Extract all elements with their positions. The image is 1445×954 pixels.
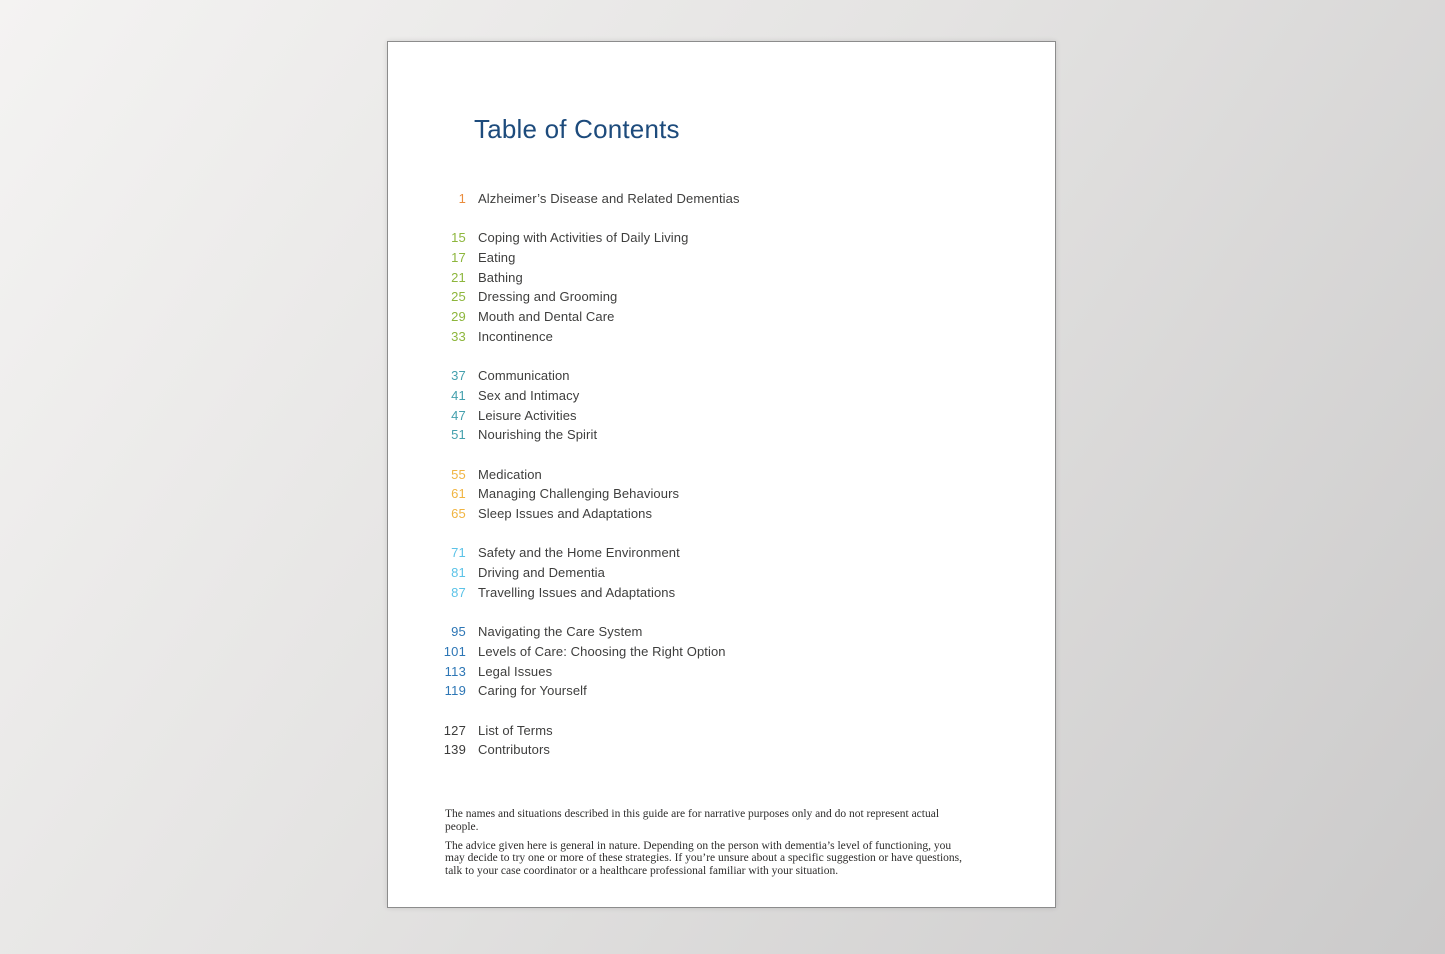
footnote-advice: The advice given here is general in nature. Depending on the person with dementia’s level of functioning, you may decide to try one or more of these strategies. If you’re unsure about a specific suggestion or have questions, talk to your case coordinator or a healthcare professional familiar with your situation. bbox=[445, 839, 963, 877]
toc-entry[interactable] bbox=[388, 504, 1055, 524]
toc-entry-label: Driving and Dementia bbox=[478, 565, 606, 581]
toc-entry-page-number: 81 bbox=[451, 565, 466, 581]
toc-entry-page-number: 1 bbox=[458, 191, 466, 206]
toc-entry-label: Sex and Intimacy bbox=[478, 387, 580, 403]
toc-entry-page-number: 33 bbox=[451, 328, 466, 344]
toc-entry[interactable] bbox=[388, 681, 1055, 701]
toc-entry[interactable] bbox=[388, 406, 1055, 426]
toc-entry-label: Mouth and Dental Care bbox=[478, 309, 615, 325]
toc-entry[interactable] bbox=[388, 228, 1055, 248]
toc-group bbox=[388, 228, 1055, 346]
toc-entry-page-number: 17 bbox=[451, 250, 466, 266]
toc-entry[interactable] bbox=[388, 425, 1055, 445]
toc-entry-label: List of Terms bbox=[478, 722, 553, 738]
toc-group bbox=[388, 465, 1055, 524]
toc-entry[interactable] bbox=[388, 543, 1055, 563]
toc-entry-page-number: 71 bbox=[451, 545, 466, 561]
toc-group bbox=[388, 366, 1055, 445]
toc-entry[interactable] bbox=[388, 484, 1055, 504]
toc-entry-label: Dressing and Grooming bbox=[478, 289, 618, 305]
toc-entry-label: Incontinence bbox=[478, 328, 553, 344]
toc-group bbox=[388, 189, 1055, 209]
toc-entry-label: Sleep Issues and Adaptations bbox=[478, 506, 653, 521]
toc-entry-label: Navigating the Care System bbox=[478, 624, 643, 640]
footnote-narrative: The names and situations described in this guide are for narrative purposes only and do not represent actual people. bbox=[445, 808, 940, 833]
toc-entry-label: Bathing bbox=[478, 269, 523, 285]
toc-entry-label: Managing Challenging Behaviours bbox=[478, 486, 680, 502]
toc-entry-page-number: 95 bbox=[451, 624, 466, 640]
toc-entry[interactable] bbox=[388, 465, 1055, 485]
toc-entry[interactable] bbox=[388, 662, 1055, 682]
toc-entry-label: Coping with Activities of Daily Living bbox=[478, 230, 689, 246]
toc-group bbox=[388, 721, 1055, 760]
toc-entry[interactable] bbox=[388, 268, 1055, 288]
toc-group bbox=[388, 622, 1055, 701]
toc-entry-page-number: 61 bbox=[451, 486, 466, 502]
page-title: Table of Contents bbox=[474, 114, 680, 144]
toc-entry-label: Alzheimer’s Disease and Related Dementias bbox=[478, 191, 740, 206]
toc-entry-label: Eating bbox=[478, 250, 516, 266]
toc-entry-label: Nourishing the Spirit bbox=[478, 427, 598, 443]
toc-entry-page-number: 25 bbox=[451, 289, 466, 305]
toc-entry-page-number: 15 bbox=[451, 230, 466, 246]
toc-entry-page-number: 51 bbox=[451, 427, 466, 443]
toc-entry-page-number: 29 bbox=[451, 309, 466, 325]
toc-entry-page-number: 101 bbox=[443, 643, 466, 659]
toc-entry[interactable] bbox=[388, 189, 1055, 209]
toc-entry-page-number: 139 bbox=[443, 742, 466, 758]
toc-group bbox=[388, 543, 1055, 602]
footnotes bbox=[445, 808, 973, 884]
toc-entry-page-number: 21 bbox=[451, 269, 466, 285]
toc-entry-label: Legal Issues bbox=[478, 663, 553, 679]
table-of-contents bbox=[388, 189, 1055, 780]
toc-entry-label: Caring for Yourself bbox=[478, 683, 587, 699]
toc-entry-label: Communication bbox=[478, 368, 570, 384]
toc-entry-page-number: 41 bbox=[451, 387, 466, 403]
toc-entry[interactable] bbox=[388, 366, 1055, 386]
toc-entry-page-number: 87 bbox=[451, 584, 466, 600]
toc-entry-page-number: 127 bbox=[443, 722, 466, 738]
toc-entry[interactable] bbox=[388, 327, 1055, 347]
toc-entry[interactable] bbox=[388, 740, 1055, 760]
toc-entry-label: Safety and the Home Environment bbox=[478, 545, 680, 561]
toc-entry[interactable] bbox=[388, 642, 1055, 662]
document-page bbox=[387, 41, 1056, 908]
toc-entry-page-number: 55 bbox=[451, 466, 466, 482]
toc-entry-page-number: 65 bbox=[451, 506, 466, 521]
toc-entry-label: Leisure Activities bbox=[478, 407, 577, 423]
toc-entry[interactable] bbox=[388, 622, 1055, 642]
toc-entry[interactable] bbox=[388, 563, 1055, 583]
toc-entry-page-number: 119 bbox=[444, 683, 466, 699]
toc-entry-page-number: 47 bbox=[451, 407, 466, 423]
toc-entry[interactable] bbox=[388, 287, 1055, 307]
toc-entry-page-number: 37 bbox=[451, 368, 466, 384]
toc-entry[interactable] bbox=[388, 583, 1055, 603]
toc-entry-label: Medication bbox=[478, 466, 542, 482]
toc-entry-label: Travelling Issues and Adaptations bbox=[478, 584, 676, 600]
toc-entry-page-number: 113 bbox=[444, 663, 466, 679]
toc-entry[interactable] bbox=[388, 721, 1055, 741]
toc-entry[interactable] bbox=[388, 307, 1055, 327]
toc-entry-label: Levels of Care: Choosing the Right Option bbox=[478, 643, 726, 659]
toc-entry-label: Contributors bbox=[478, 742, 551, 758]
toc-entry[interactable] bbox=[388, 248, 1055, 268]
toc-entry[interactable] bbox=[388, 386, 1055, 406]
